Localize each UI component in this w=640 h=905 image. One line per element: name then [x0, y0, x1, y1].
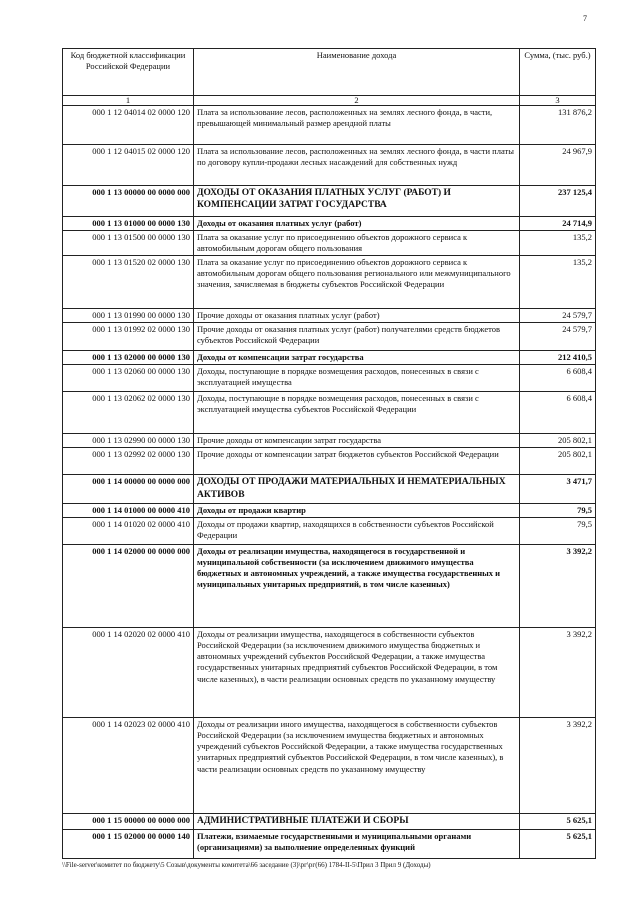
table-row [63, 351, 596, 365]
row-code: 000 1 13 01990 00 0000 130 [63, 309, 194, 323]
table-row [63, 628, 596, 718]
row-amount: 135,2 [520, 231, 596, 256]
row-amount: 5 625,1 [520, 814, 596, 829]
table-row [63, 448, 596, 475]
row-code: 000 1 14 01020 02 0000 410 [63, 518, 194, 545]
column-number: 1 [63, 96, 194, 106]
row-amount: 3 392,2 [520, 718, 596, 814]
row-name: Плата за использование лесов, расположенных на землях лесного фонда, в части, превышающей минимальный размер арендной платы [194, 106, 520, 145]
row-name: Доходы от реализации имущества, находящегося в собственности субъектов Российской Федерации (за исключением движимого имущества бюджетных и автономных учреждений субъектов Российской Федерации, а также имущества государственных унитарных предприятий субъектов Российской Федерации, в том числе казенных), в части реализации основных средств по указанному имуществу [194, 628, 520, 718]
row-name: Прочие доходы от компенсации затрат государства [194, 434, 520, 448]
row-code: 000 1 14 02000 00 0000 000 [63, 545, 194, 628]
table-header-row [63, 49, 596, 96]
row-name: Доходы от реализации иного имущества, находящегося в собственности субъектов Российской Федерации (за исключением имущества бюджетных и автономных учреждений субъектов Российской Федерации, а также имущества государственных унитарных предприятий субъектов Российской Федерации, в том числе казенных), в части реализации основных средств по указанному имуществу [194, 718, 520, 814]
table-row [63, 434, 596, 448]
row-code: 000 1 13 02062 02 0000 130 [63, 392, 194, 434]
row-name: Прочие доходы от компенсации затрат бюджетов субъектов Российской Федерации [194, 448, 520, 475]
table-row [63, 392, 596, 434]
row-name: Прочие доходы от оказания платных услуг (работ) [194, 309, 520, 323]
row-code: 000 1 13 02060 00 0000 130 [63, 365, 194, 392]
row-amount: 205 802,1 [520, 448, 596, 475]
row-amount: 79,5 [520, 504, 596, 518]
row-amount: 6 608,4 [520, 392, 596, 434]
row-amount: 24 714,9 [520, 217, 596, 231]
column-number: 3 [520, 96, 596, 106]
row-amount: 5 625,1 [520, 829, 596, 858]
table-row [63, 231, 596, 256]
table-row [63, 186, 596, 217]
table-row [63, 829, 596, 858]
row-amount: 3 392,2 [520, 628, 596, 718]
table-row [63, 504, 596, 518]
row-code: 000 1 14 01000 00 0000 410 [63, 504, 194, 518]
row-amount: 3 392,2 [520, 545, 596, 628]
page-number: 7 [583, 14, 587, 23]
row-name: Доходы от компенсации затрат государства [194, 351, 520, 365]
table-row [63, 475, 596, 504]
row-name: Платежи, взимаемые государственными и муниципальными органами (организациями) за выполнение определенных функций [194, 829, 520, 858]
row-code: 000 1 13 01520 02 0000 130 [63, 256, 194, 309]
row-amount: 6 608,4 [520, 365, 596, 392]
row-amount: 131 876,2 [520, 106, 596, 145]
row-amount: 212 410,5 [520, 351, 596, 365]
table-row [63, 718, 596, 814]
row-code: 000 1 13 02000 00 0000 130 [63, 351, 194, 365]
row-amount: 24 579,7 [520, 309, 596, 323]
table-row [63, 106, 596, 145]
row-code: 000 1 13 01500 00 0000 130 [63, 231, 194, 256]
row-code: 000 1 13 01992 02 0000 130 [63, 323, 194, 351]
row-amount: 24 579,7 [520, 323, 596, 351]
table-row [63, 145, 596, 186]
row-name: ДОХОДЫ ОТ ОКАЗАНИЯ ПЛАТНЫХ УСЛУГ (РАБОТ) И КОМПЕНСАЦИИ ЗАТРАТ ГОСУДАРСТВА [194, 186, 520, 217]
row-code: 000 1 13 02990 00 0000 130 [63, 434, 194, 448]
row-name: Плата за оказание услуг по присоединению объектов дорожного сервиса к автомобильным дорогам общего пользования регионального или межмуниципального значения, зачисляемая в бюджеты субъектов Российской Федерации [194, 256, 520, 309]
table-row [63, 256, 596, 309]
row-code: 000 1 14 02020 02 0000 410 [63, 628, 194, 718]
table-row [63, 217, 596, 231]
table-row [63, 545, 596, 628]
row-code: 000 1 13 01000 00 0000 130 [63, 217, 194, 231]
row-code: 000 1 13 00000 00 0000 000 [63, 186, 194, 217]
row-name: Доходы от продажи квартир, находящихся в собственности субъектов Российской Федерации [194, 518, 520, 545]
row-code: 000 1 14 02023 02 0000 410 [63, 718, 194, 814]
row-amount: 3 471,7 [520, 475, 596, 504]
header-code: Код бюджетной классификации Российской Федерации [63, 49, 194, 96]
row-name: Доходы от реализации имущества, находящегося в государственной и муниципальной собственности (за исключением движимого имущества бюджетных и автономных учреждений, а также имущества государственных и муниципальных унитарных предприятий, в том числе казенных) [194, 545, 520, 628]
file-path-footer: \\File-server\комитет по бюджету\5 Созыв\документы комитета\66 заседание (3)\рг\рг(66) 1784-II-5\Прил 3 Прил 9 (Доходы) [62, 861, 431, 869]
row-amount: 79,5 [520, 518, 596, 545]
table-row [63, 365, 596, 392]
row-amount: 237 125,4 [520, 186, 596, 217]
column-number-row [63, 96, 596, 106]
header-name: Наименование дохода [194, 49, 520, 96]
table-row [63, 814, 596, 829]
row-code: 000 1 14 00000 00 0000 000 [63, 475, 194, 504]
row-code: 000 1 15 02000 00 0000 140 [63, 829, 194, 858]
header-amount: Сумма, (тыс. руб.) [520, 49, 596, 96]
row-name: Доходы от продажи квартир [194, 504, 520, 518]
row-name: Доходы от оказания платных услуг (работ) [194, 217, 520, 231]
row-name: Доходы, поступающие в порядке возмещения расходов, понесенных в связи с эксплуатацией имущества [194, 365, 520, 392]
row-code: 000 1 12 04015 02 0000 120 [63, 145, 194, 186]
row-code: 000 1 13 02992 02 0000 130 [63, 448, 194, 475]
row-code: 000 1 15 00000 00 0000 000 [63, 814, 194, 829]
row-code: 000 1 12 04014 02 0000 120 [63, 106, 194, 145]
row-amount: 24 967,9 [520, 145, 596, 186]
row-name: АДМИНИСТРАТИВНЫЕ ПЛАТЕЖИ И СБОРЫ [194, 814, 520, 829]
row-name: Плата за использование лесов, расположенных на землях лесного фонда, в части платы по договору купли-продажи лесных насаждений для собственных нужд [194, 145, 520, 186]
table-row [63, 518, 596, 545]
row-amount: 205 802,1 [520, 434, 596, 448]
row-name: Прочие доходы от оказания платных услуг (работ) получателями средств бюджетов субъектов Российской Федерации [194, 323, 520, 351]
table-row [63, 323, 596, 351]
row-name: Доходы, поступающие в порядке возмещения расходов, понесенных в связи с эксплуатацией имущества субъектов Российской Федерации [194, 392, 520, 434]
row-name: Плата за оказание услуг по присоединению объектов дорожного сервиса к автомобильным дорогам общего пользования [194, 231, 520, 256]
table-row [63, 309, 596, 323]
row-amount: 135,2 [520, 256, 596, 309]
column-number: 2 [194, 96, 520, 106]
row-name: ДОХОДЫ ОТ ПРОДАЖИ МАТЕРИАЛЬНЫХ И НЕМАТЕРИАЛЬНЫХ АКТИВОВ [194, 475, 520, 504]
revenue-table [62, 48, 596, 859]
